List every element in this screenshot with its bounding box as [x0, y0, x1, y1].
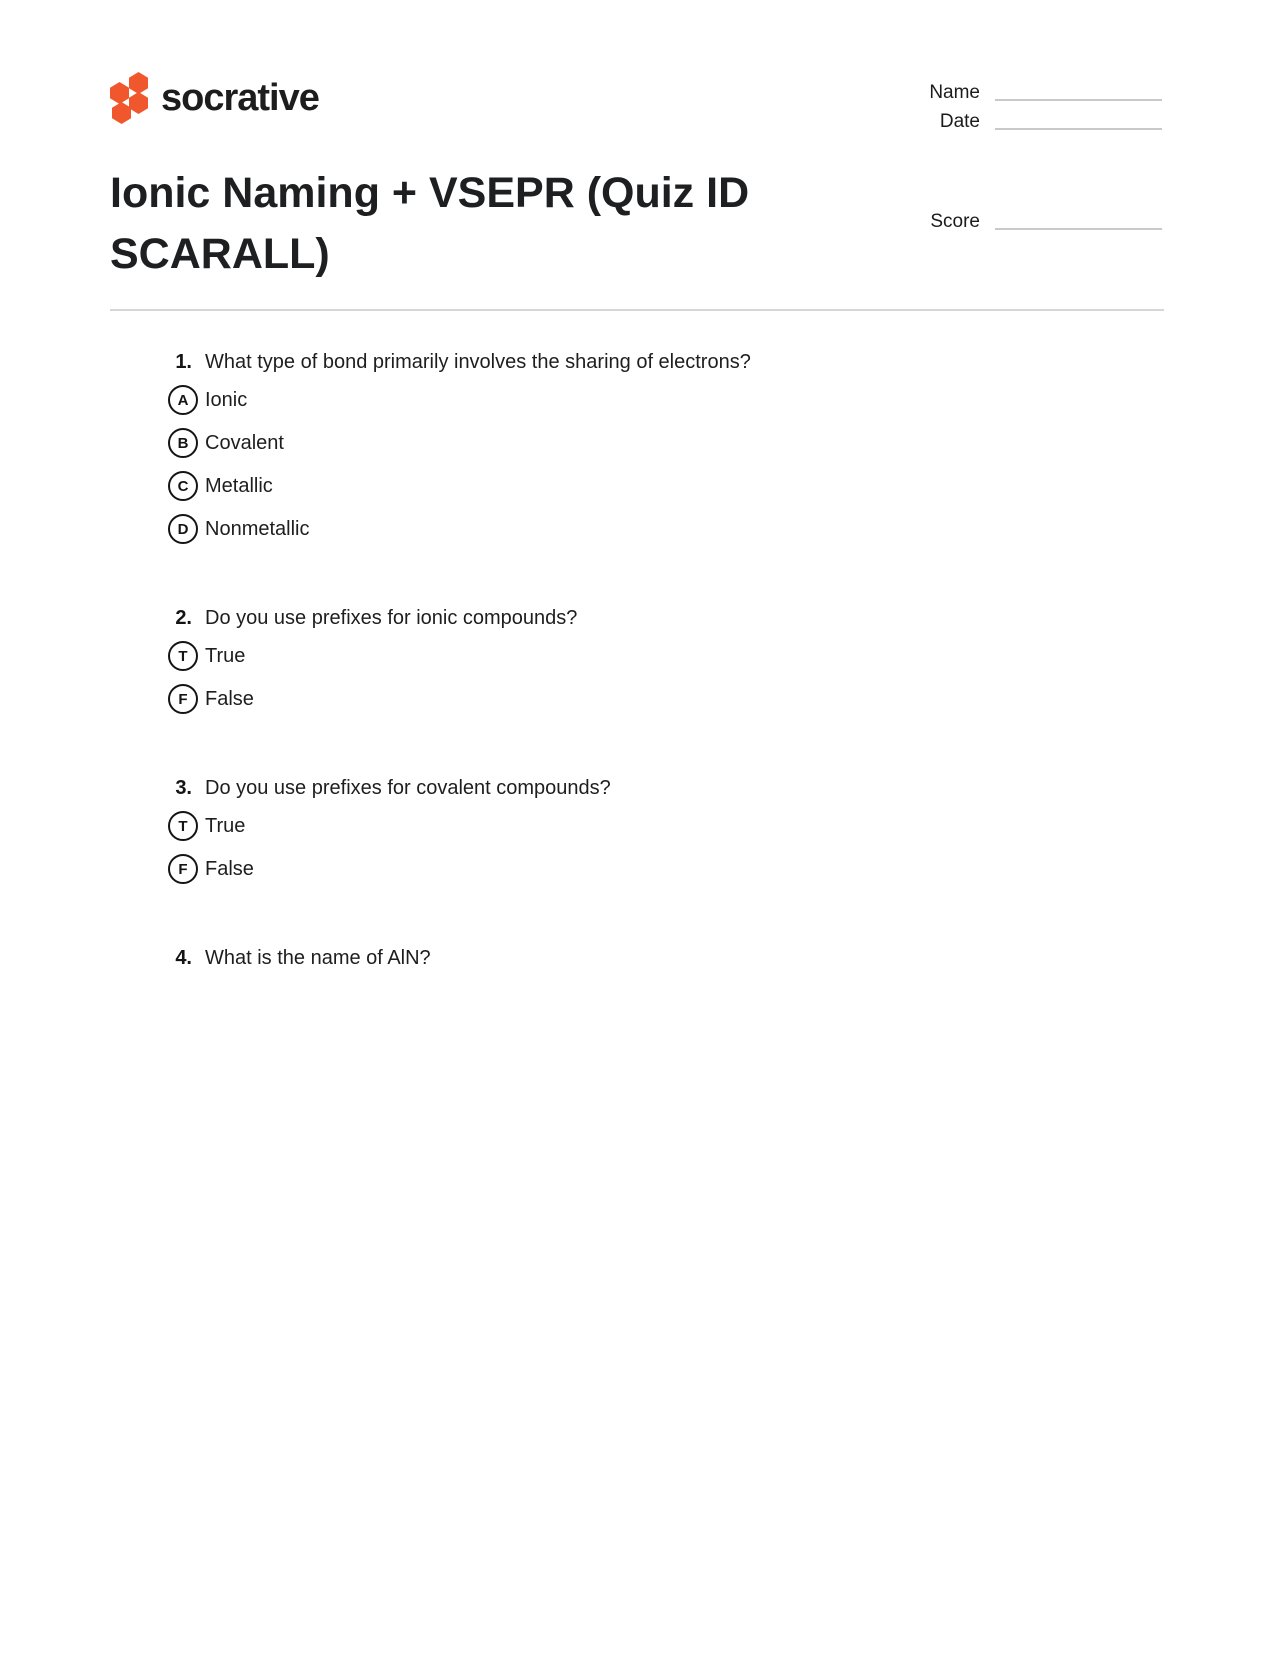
option-label: Nonmetallic — [205, 518, 310, 540]
name-label: Name — [929, 82, 980, 103]
question-item — [166, 943, 1116, 973]
option-item — [166, 471, 1116, 501]
option-item — [166, 854, 1116, 884]
option-letter-badge: T — [168, 641, 198, 671]
question-number: 1. — [175, 351, 192, 373]
option-letter-badge: C — [168, 471, 198, 501]
option-item — [166, 514, 1116, 544]
logo-hexagon-icon — [112, 102, 131, 124]
question-number: 2. — [175, 607, 192, 629]
question-number: 4. — [175, 947, 192, 969]
option-letter-badge: F — [168, 854, 198, 884]
option-letter-badge: B — [168, 428, 198, 458]
option-item — [166, 428, 1116, 458]
option-label: True — [205, 815, 246, 837]
option-label: True — [205, 645, 246, 667]
question-text-row — [166, 347, 1116, 377]
option-label: Metallic — [205, 475, 273, 497]
question-item — [166, 603, 1116, 714]
option-item — [166, 641, 1116, 671]
option-label: Ionic — [205, 389, 248, 411]
option-label: False — [205, 858, 254, 880]
score-label: Score — [930, 211, 980, 232]
date-field-row — [920, 111, 1162, 132]
option-item — [166, 385, 1116, 415]
header-divider — [110, 309, 1164, 311]
score-field-row — [920, 211, 1162, 232]
question-item — [166, 773, 1116, 884]
date-blank-line — [995, 128, 1162, 130]
option-item — [166, 684, 1116, 714]
option-letter-badge: A — [168, 385, 198, 415]
question-text-row — [166, 603, 1116, 633]
logo-hexagon-icon — [110, 82, 129, 104]
name-blank-line — [995, 99, 1162, 101]
option-item — [166, 811, 1116, 841]
option-label: False — [205, 688, 254, 710]
page-title: Ionic Naming + VSEPR (Quiz ID SCARALL) — [110, 169, 750, 278]
date-label: Date — [939, 111, 980, 132]
option-letter-badge: D — [168, 514, 198, 544]
question-text-row — [166, 773, 1116, 803]
option-label: Covalent — [205, 432, 284, 454]
name-field-row — [920, 82, 1162, 103]
option-letter-badge: F — [168, 684, 198, 714]
logo-hexagon-icon — [129, 92, 148, 114]
question-text: What type of bond primarily involves the sharing of electrons? — [205, 351, 751, 373]
question-text: What is the name of AlN? — [205, 947, 431, 969]
logo-hexagon-icon — [129, 72, 148, 94]
question-list — [166, 347, 1116, 973]
question-number: 3. — [175, 777, 192, 799]
question-text-row — [166, 943, 1116, 973]
question-item — [166, 347, 1116, 544]
score-blank-line — [995, 228, 1162, 230]
question-text: Do you use prefixes for covalent compounds? — [205, 777, 611, 799]
question-text: Do you use prefixes for ionic compounds? — [205, 607, 578, 629]
option-letter-badge: T — [168, 811, 198, 841]
logo-wordmark: socrative — [161, 77, 319, 119]
